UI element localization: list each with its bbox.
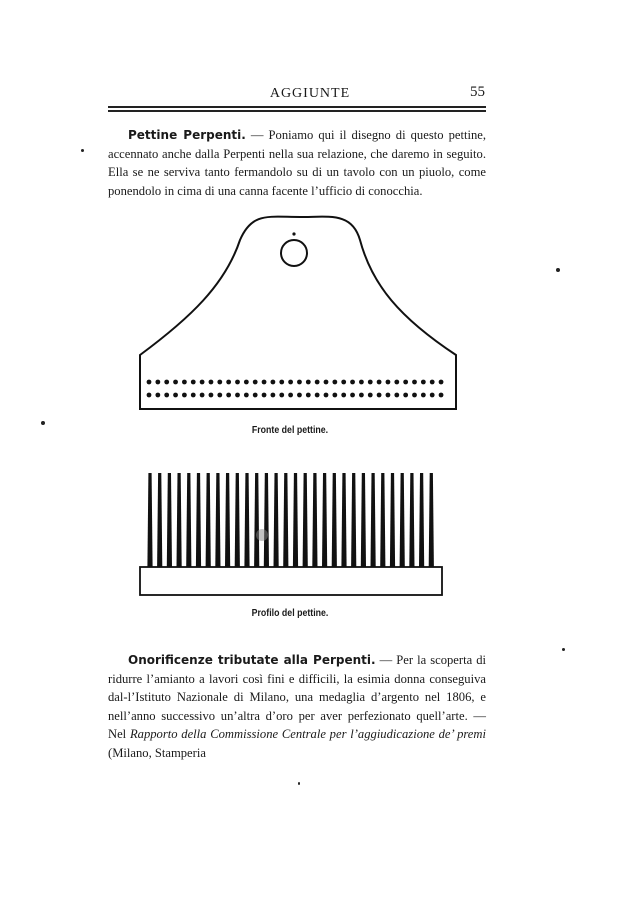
comb-tooth [206,473,211,567]
tooth-hole-dot [324,393,329,398]
tooth-hole-dot [235,380,240,385]
tooth-hole-dot [262,380,267,385]
tooth-hole-dot [173,380,178,385]
comb-tooth [274,473,279,567]
tooth-hole-dot [244,380,249,385]
paragraph-text-onorificenze: — Per la scoperta di ridurre l’amianto a lavori così fini e difficili, la esimia donna conseguiva dal-l’Istituto Nazionale di Milano, una medaglia d’argento nel 1806, e nell’anno successivo un’altra d’oro per aver perfezionato quell’arte. — Nel [108,653,486,742]
comb-tooth [390,473,395,567]
print-speck [556,268,560,272]
tooth-hole-dot [341,380,346,385]
comb-tooth [235,473,240,567]
paragraph-lead-onorificenze: Onorificenze tributate alla Perpenti. [128,653,376,667]
tooth-hole-dot [262,393,267,398]
comb-tooth [186,473,191,567]
tooth-hole-dot [394,393,399,398]
tooth-hole-dot [359,393,364,398]
tooth-hole-dot [209,380,214,385]
tooth-hole-dot [244,393,249,398]
tooth-hole-dot [147,393,152,398]
comb-tooth [380,473,385,567]
comb-tooth [196,473,201,567]
ink-blot [256,529,268,541]
tooth-hole-dot [421,380,426,385]
tooth-hole-dot [209,393,214,398]
comb-tooth [177,473,182,567]
tooth-hole-dot [394,380,399,385]
tooth-hole-dot [386,393,391,398]
tooth-hole-dot [403,393,408,398]
paragraph-lead-pettine: Pettine Perpenti. [128,128,246,142]
tooth-hole-dot [350,393,355,398]
comb-tooth-holes [147,380,444,398]
tooth-hole-dot [403,380,408,385]
tooth-hole-dot [306,393,311,398]
comb-profile-base [140,567,442,595]
comb-hole-mark [292,232,295,235]
comb-tooth [293,473,298,567]
tooth-hole-dot [173,393,178,398]
tooth-hole-dot [430,393,435,398]
tooth-hole-dot [297,380,302,385]
tooth-hole-dot [377,380,382,385]
tooth-hole-dot [200,393,205,398]
comb-tooth [341,473,346,567]
tooth-hole-dot [359,380,364,385]
tooth-hole-dot [368,393,373,398]
tooth-hole-dot [182,380,187,385]
comb-tooth [312,473,317,567]
print-speck [81,149,84,152]
comb-tooth [283,473,288,567]
tooth-hole-dot [350,380,355,385]
tooth-hole-dot [182,393,187,398]
comb-profile-teeth [147,473,434,567]
comb-tooth [419,473,424,567]
tooth-hole-dot [164,393,169,398]
comb-tooth [332,473,337,567]
page-number: 55 [470,84,485,100]
tooth-hole-dot [253,393,258,398]
tooth-hole-dot [253,380,258,385]
tooth-hole-dot [191,393,196,398]
tooth-hole-dot [315,393,320,398]
tooth-hole-dot [386,380,391,385]
tooth-hole-dot [412,393,417,398]
tooth-hole-dot [439,393,444,398]
tooth-hole-dot [324,380,329,385]
tooth-hole-dot [191,380,196,385]
print-speck [298,782,300,785]
comb-tooth [361,473,366,567]
comb-tooth [254,473,259,567]
tooth-hole-dot [217,380,222,385]
tooth-hole-dot [315,380,320,385]
running-header: AGGIUNTE [269,86,351,101]
tooth-hole-dot [217,393,222,398]
caption-front: Fronte del pettine. [251,425,329,436]
tooth-hole-dot [368,380,373,385]
print-speck [41,421,45,425]
tooth-hole-dot [200,380,205,385]
tooth-hole-dot [341,393,346,398]
tooth-hole-dot [279,380,284,385]
tooth-hole-dot [421,393,426,398]
comb-tooth [429,473,434,567]
comb-tooth [215,473,220,567]
paragraph-onorificenze [108,651,486,763]
paragraph-italic-title: Rapporto della Commissione Centrale per l’aggiudicazione de’ premi [129,727,486,742]
tooth-hole-dot [332,393,337,398]
comb-tooth [157,473,162,567]
tooth-hole-dot [297,393,302,398]
tooth-hole-dot [306,380,311,385]
comb-tooth [400,473,405,567]
tooth-hole-dot [430,380,435,385]
comb-tooth [371,473,376,567]
tooth-hole-dot [412,380,417,385]
tooth-hole-dot [164,380,169,385]
comb-tooth [167,473,172,567]
tooth-hole-dot [155,393,160,398]
tooth-hole-dot [288,380,293,385]
comb-hanging-hole [281,240,307,266]
tooth-hole-dot [377,393,382,398]
tooth-hole-dot [147,380,152,385]
comb-tooth [351,473,356,567]
tooth-hole-dot [226,393,231,398]
tooth-hole-dot [279,393,284,398]
comb-tooth [244,473,249,567]
tooth-hole-dot [235,393,240,398]
tooth-hole-dot [226,380,231,385]
comb-tooth [409,473,414,567]
tooth-hole-dot [271,380,276,385]
comb-tooth [225,473,230,567]
tooth-hole-dot [332,380,337,385]
tooth-hole-dot [271,393,276,398]
comb-tooth [322,473,327,567]
caption-profile: Profilo del pettine. [251,608,329,619]
paragraph-tail-onorificenze: (Milano, Stamperia [108,745,206,760]
comb-tooth [264,473,269,567]
paragraph-text-pettine: — Poniamo qui il disegno di questo pettine, accennato anche dalla Perpenti nella sua relazione, che daremo in seguito. Ella se ne serviva tanto fermandolo su di un tavolo con un piuolo, come ponendolo in cima di una canna facente l’ufficio di conocchia. [108,128,486,198]
tooth-hole-dot [288,393,293,398]
tooth-hole-dot [439,380,444,385]
comb-tooth [303,473,308,567]
tooth-hole-dot [155,380,160,385]
print-speck [562,648,565,651]
comb-tooth [147,473,152,567]
